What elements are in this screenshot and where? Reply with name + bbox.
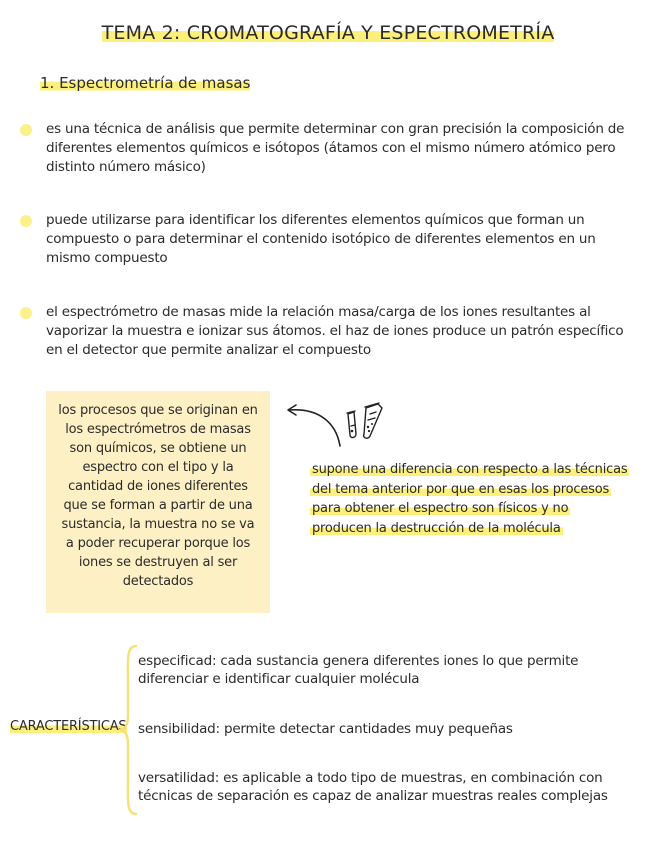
note-box — [46, 391, 270, 613]
side-note-line: producen la destrucción de la molécula — [312, 520, 561, 536]
side-note — [310, 460, 640, 538]
note-box-text: los procesos que se originan en los espectrómetros de masas son químicos, se obtiene un espectro con el tipo y la cantidad de iones diferentes que se forman a partir de una sustancia, la muestra no se va a poder recuperar porque los iones se destruyen al ser detectados — [58, 403, 258, 589]
side-note-line: del tema anterior por que en esas los procesos — [312, 481, 610, 497]
characteristic-item: especificad: cada sustancia genera diferentes iones lo que permite diferenciar e identificar cualquier molécula — [138, 653, 579, 687]
bullet-dot — [20, 307, 32, 319]
characteristic-item: versatilidad: es aplicable a todo tipo de muestras, en combinación con técnicas de separación es capaz de analizar muestras reales complejas — [138, 770, 608, 804]
bullet-dot — [20, 215, 32, 227]
curly-brace-icon — [118, 642, 140, 818]
bullet-paragraph: es una técnica de análisis que permite determinar con gran precisión la composición de diferentes elementos químicos e isótopos (átamos con el mismo número atómico pero distinto número másico) — [46, 121, 625, 175]
characteristics-label-text: CARACTERÍSTICAS — [10, 719, 127, 734]
characteristic-item: sensibilidad: permite detectar cantidades muy pequeñas — [138, 721, 513, 737]
section-heading-text: 1. Espectrometría de masas — [40, 74, 251, 92]
page-title — [0, 22, 656, 44]
page-title-text: TEMA 2: CROMATOGRAFÍA Y ESPECTROMETRÍA — [101, 22, 555, 44]
side-note-line: para obtener el espectro son físicos y no — [312, 501, 569, 516]
side-note-line: supone una diferencia con respecto a las técnicas — [312, 462, 628, 477]
curved-arrow-icon — [284, 400, 344, 450]
bullet-paragraph: el espectrómetro de masas mide la relación masa/carga de los iones resultantes al vaporizar la muestra e ionizar sus átomos. el haz de iones produce un patrón específico en el detector que permite analizar el compuesto — [46, 304, 624, 358]
bullet-paragraph: puede utilizarse para identificar los diferentes elementos químicos que forman un compuesto o para determinar el contenido isotópico de diferentes elementos en un mismo compuesto — [46, 212, 596, 266]
test-tubes-icon — [342, 400, 392, 448]
bullet-dot — [20, 124, 32, 136]
section-heading — [40, 74, 250, 92]
characteristics-label — [10, 719, 127, 734]
